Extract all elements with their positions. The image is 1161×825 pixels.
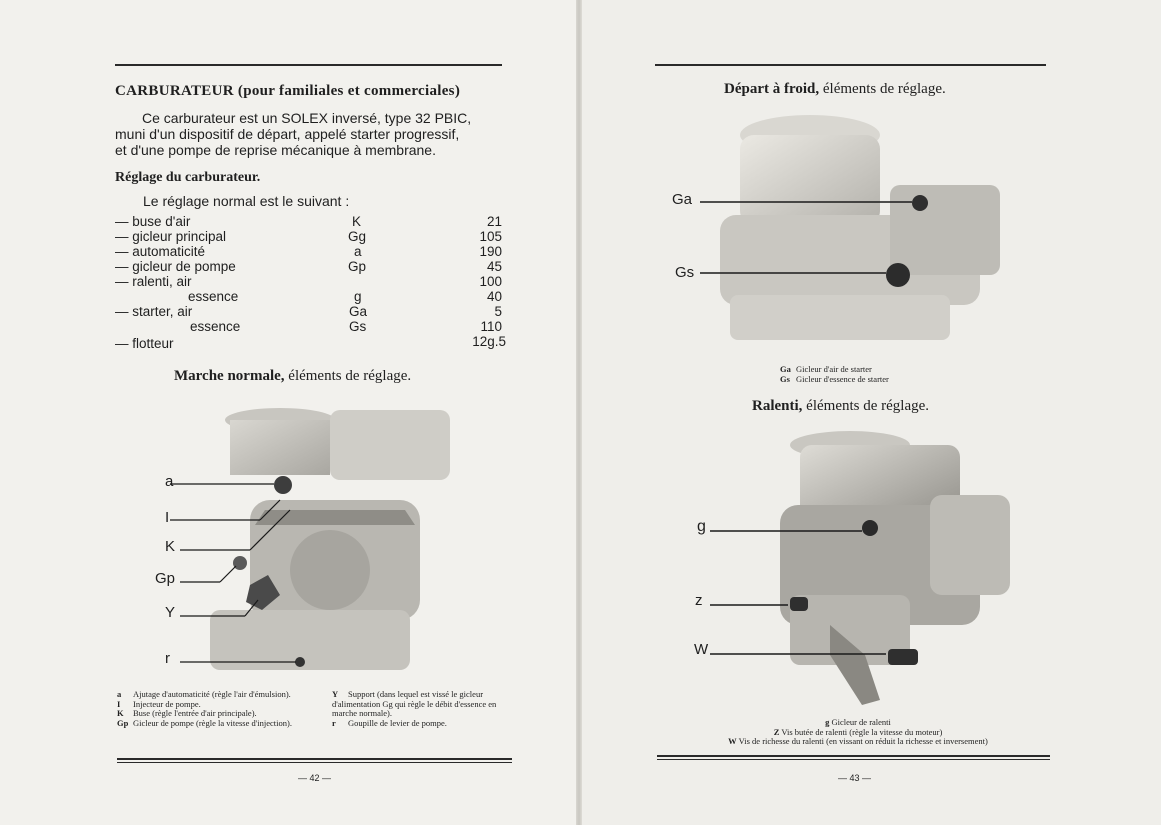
figure-heading-rest: éléments de réglage. [819, 81, 946, 97]
setting-value: 45 [486, 259, 502, 274]
figure-label-Gs: Gs [675, 264, 695, 281]
intro-line-1: Ce carburateur est un SOLEX inversé, type 32 PBIC, [142, 110, 472, 126]
setting-label: — buse d'air [115, 214, 191, 229]
figure-heading-bold: Marche normale, [174, 368, 285, 384]
page-number-right: — 43 — [838, 773, 872, 783]
legend-item: Gs Gicleur d'essence de starter [780, 373, 889, 384]
setting-label: — starter, air [115, 304, 193, 319]
figure-label-Gp: Gp [155, 570, 176, 587]
setting-value: 190 [479, 244, 502, 259]
figure-heading-cold-start [724, 81, 946, 98]
legend-right-column [332, 690, 512, 728]
setting-value: 40 [486, 289, 502, 304]
legend-idle [683, 718, 1033, 747]
figure-label-Ga: Ga [672, 191, 693, 208]
figure-heading-normal [174, 368, 411, 385]
legend-item: Ga Gicleur d'air de starter [780, 364, 872, 374]
setting-value: 21 [486, 214, 502, 229]
carburetor-photo-normal [150, 400, 480, 690]
figure-label-Y: Y [165, 604, 176, 621]
setting-code: K [352, 214, 362, 229]
page-number-left: — 42 — [298, 773, 332, 783]
figure-label-W: W [694, 641, 709, 658]
legend-item: Z Vis butée de ralenti (règle la vitesse du moteur) [773, 726, 943, 737]
setting-value: 110 [480, 319, 502, 334]
legend-item: W Vis de richesse du ralenti (en vissant on réduit la richesse et inversement) [728, 736, 988, 746]
setting-label: — gicleur de pompe [115, 259, 236, 274]
carburetor-photo-idle [690, 425, 1030, 715]
page-title: CARBURATEUR (pour familiales et commerciales) [115, 83, 461, 99]
setting-label: essence [190, 319, 241, 334]
setting-code: Gs [349, 319, 367, 334]
figure-heading-rest: éléments de réglage. [284, 368, 412, 384]
setting-label: — ralenti, air [115, 274, 192, 289]
bottom-rule-right-thin [657, 759, 1050, 760]
section-title: Réglage du carburateur. [115, 170, 261, 185]
carburetor-photo-cold-start [670, 105, 1020, 365]
setting-code: Ga [349, 304, 368, 319]
figure-label-I: I [165, 509, 170, 526]
top-rule-left [115, 64, 502, 66]
setting-value: 12g.5 [472, 334, 506, 349]
figure-label-r: r [165, 650, 170, 667]
setting-label: — flotteur [115, 336, 174, 351]
legend-item: Y Support (dans lequel est vissé le gicleur d'alimentation Gg qui règle le débit d'essence en marche normale). [332, 689, 497, 718]
top-rule-right [655, 64, 1046, 66]
figure-label-a: a [165, 473, 174, 490]
book-gutter [576, 0, 582, 825]
figure-label-K: K [165, 538, 176, 555]
setting-value: 105 [479, 229, 502, 244]
figure-heading-bold: Départ à froid, [724, 81, 820, 97]
setting-code: g [354, 289, 362, 304]
figure-heading-bold: Ralenti, [752, 398, 803, 414]
legend-item: a Ajutage d'automaticité (règle l'air d'émulsion). [117, 689, 291, 699]
legend-item: I Injecteur de pompe. [117, 698, 201, 709]
bottom-rule-right [657, 755, 1050, 757]
intro-line-3: et d'une pompe de reprise mécanique à membrane. [115, 142, 436, 158]
legend-item: K Buse (règle l'entrée d'air principale). [117, 708, 257, 718]
setting-value: 100 [479, 274, 502, 289]
setting-value: 5 [494, 304, 502, 319]
legend-left-column [117, 690, 329, 728]
setting-label: — automaticité [115, 244, 206, 259]
legend-cold-start [780, 365, 950, 384]
bottom-rule-left-thin [117, 762, 512, 763]
figure-label-g: g [697, 518, 706, 535]
bottom-rule-left [117, 758, 512, 760]
intro-line-2: muni d'un dispositif de départ, appelé starter progressif, [115, 126, 460, 142]
legend-item: Gp Gicleur de pompe (règle la vitesse d'injection). [117, 717, 292, 728]
setting-code: Gg [348, 229, 367, 244]
setting-code: Gp [348, 259, 367, 274]
setting-code: a [354, 244, 362, 259]
setting-label: essence [188, 289, 239, 304]
section-intro: Le réglage normal est le suivant : [143, 193, 350, 209]
figure-heading-idle [752, 398, 929, 415]
figure-label-z: z [695, 592, 703, 609]
legend-item: r Goupille de levier de pompe. [332, 717, 447, 728]
figure-heading-rest: éléments de réglage. [802, 398, 930, 414]
legend-item: g Gicleur de ralenti [825, 717, 891, 727]
setting-label: — gicleur principal [115, 229, 227, 244]
